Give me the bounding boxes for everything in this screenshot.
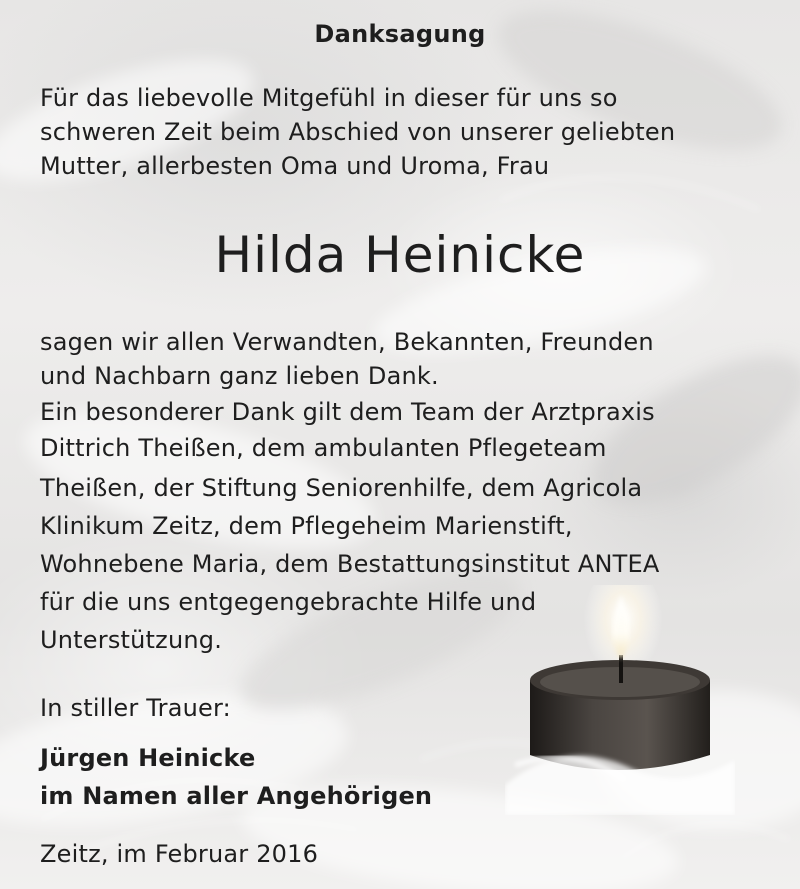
intro-line: schweren Zeit beim Abschied von unserer geliebten [40, 118, 676, 146]
body-line: Klinikum Zeitz, dem Pflegeheim Marienstift, [40, 512, 573, 540]
intro-line: Für das liebevolle Mitgefühl in dieser für uns so [40, 84, 618, 112]
body-line: Ein besonderer Dank gilt dem Team der Arztpraxis [40, 398, 655, 426]
intro-line: Mutter, allerbesten Oma und Uroma, Frau [40, 152, 550, 180]
signature-subline: im Namen aller Angehörigen [40, 782, 433, 810]
body-line: und Nachbarn ganz lieben Dank. [40, 362, 439, 390]
deceased-name: Hilda Heinicke [214, 226, 586, 284]
body-line: Unterstützung. [40, 626, 223, 654]
place-date: Zeitz, im Februar 2016 [40, 840, 319, 868]
body-line: Dittrich Theißen, dem ambulanten Pflegeteam [40, 434, 607, 462]
mourning-line: In stiller Trauer: [40, 694, 231, 722]
body-line: für die uns entgegengebrachte Hilfe und [40, 588, 537, 616]
body-line: sagen wir allen Verwandten, Bekannten, Freunden [40, 328, 654, 356]
body-line: Wohnebene Maria, dem Bestattungsinstitut ANTEA [40, 550, 660, 578]
notice-title: Danksagung [314, 20, 486, 48]
candle-icon [505, 585, 735, 815]
signature-name: Jürgen Heinicke [40, 744, 256, 772]
body-line: Theißen, der Stiftung Seniorenhilfe, dem Agricola [40, 474, 643, 502]
